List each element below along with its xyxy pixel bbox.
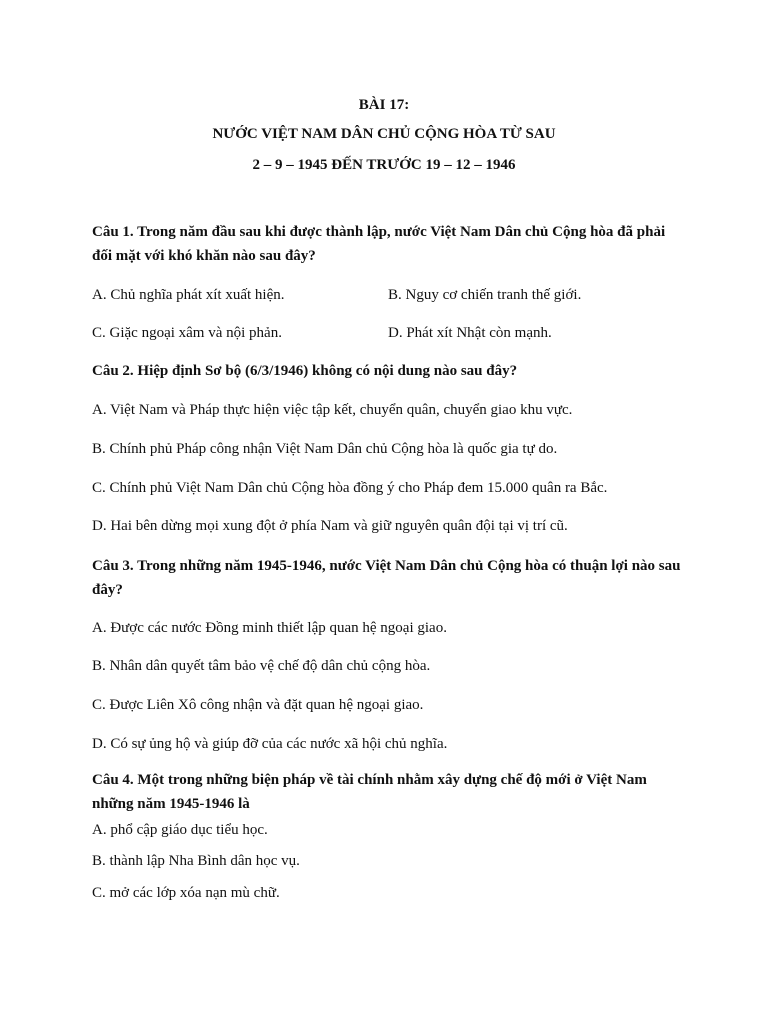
- question-2-option-d: D. Hai bên dừng mọi xung đột ở phía Nam và giữ nguyên quân đội tại vị trí cũ.: [92, 518, 568, 534]
- question-3-option-c: C. Được Liên Xô công nhận và đặt quan hệ ngoại giao.: [92, 697, 424, 713]
- question-4: Câu 4. Một trong những biện pháp về tài chính nhằm xây dựng chế độ mới ở Việt Nam những năm 1945-1946 là: [92, 772, 647, 812]
- question-1: Câu 1. Trong năm đầu sau khi được thành lập, nước Việt Nam Dân chủ Cộng hòa đã phải đối mặt với khó khăn nào sau đây?: [92, 224, 666, 264]
- lesson-title-line2: 2 – 9 – 1945 ĐẾN TRƯỚC 19 – 12 – 1946: [252, 157, 516, 173]
- question-2: Câu 2. Hiệp định Sơ bộ (6/3/1946) không có nội dung nào sau đây?: [92, 363, 518, 379]
- question-2-option-b: B. Chính phủ Pháp công nhận Việt Nam Dân chủ Cộng hòa là quốc gia tự do.: [92, 441, 558, 457]
- question-1-option-b: B. Nguy cơ chiến tranh thế giới.: [388, 287, 582, 303]
- question-1-option-c: C. Giặc ngoại xâm và nội phản.: [92, 325, 282, 341]
- question-1-option-a: A. Chủ nghĩa phát xít xuất hiện.: [92, 287, 285, 303]
- question-4-option-b: B. thành lập Nha Bình dân học vụ.: [92, 853, 300, 869]
- question-3-option-a: A. Được các nước Đồng minh thiết lập quan hệ ngoại giao.: [92, 620, 447, 636]
- question-3-option-b: B. Nhân dân quyết tâm bảo vệ chế độ dân chủ cộng hòa.: [92, 658, 431, 674]
- lesson-number: BÀI 17:: [358, 97, 410, 113]
- question-3-option-d: D. Có sự ủng hộ và giúp đỡ của các nước xã hội chủ nghĩa.: [92, 736, 448, 752]
- question-1-option-d: D. Phát xít Nhật còn mạnh.: [388, 325, 552, 341]
- question-2-option-c: C. Chính phủ Việt Nam Dân chủ Cộng hòa đồng ý cho Pháp đem 15.000 quân ra Bắc.: [92, 480, 608, 496]
- lesson-title-line1: NƯỚC VIỆT NAM DÂN CHỦ CỘNG HÒA TỪ SAU: [212, 126, 556, 142]
- question-4-option-c: C. mở các lớp xóa nạn mù chữ.: [92, 885, 280, 901]
- question-2-option-a: A. Việt Nam và Pháp thực hiện việc tập kết, chuyển quân, chuyển giao khu vực.: [92, 402, 573, 418]
- question-4-option-a: A. phổ cập giáo dục tiểu học.: [92, 822, 268, 838]
- question-3: Câu 3. Trong những năm 1945-1946, nước Việt Nam Dân chủ Cộng hòa có thuận lợi nào sau đây?: [92, 558, 681, 598]
